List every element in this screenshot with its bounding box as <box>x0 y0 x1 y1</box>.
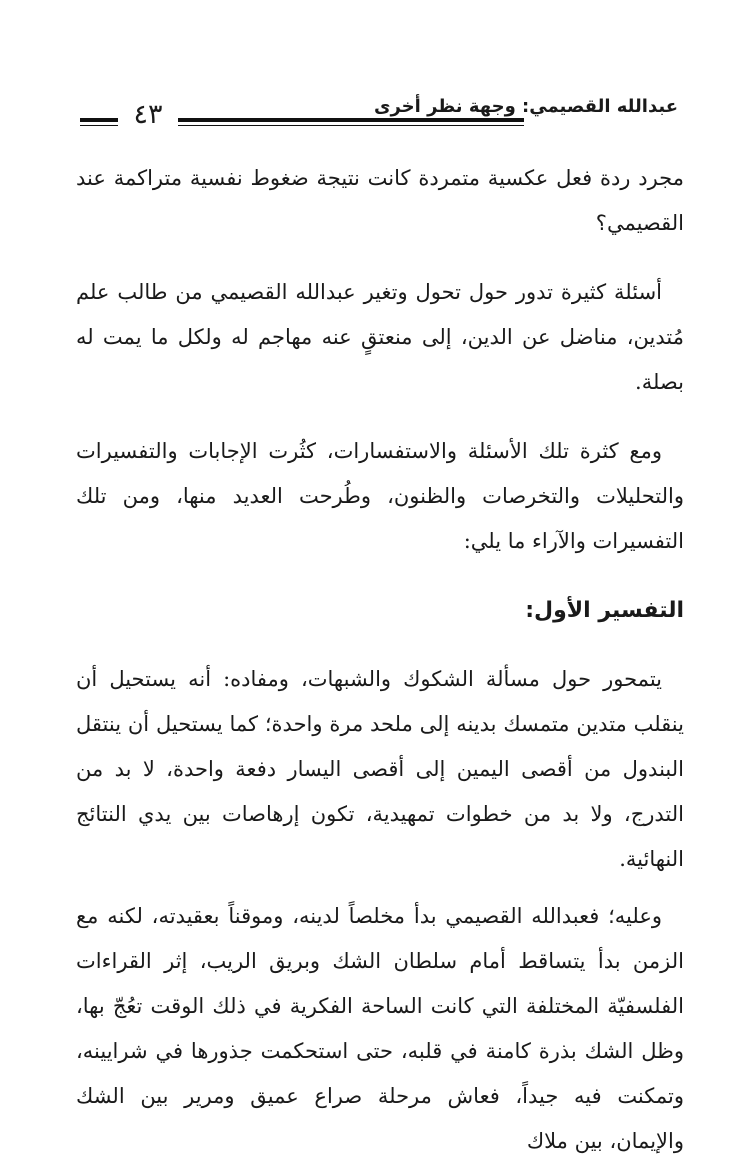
paragraph-continued: مجرد ردة فعل عكسية متمردة كانت نتيجة ضغوط نفسية متراكمة عند القصيمي؟ <box>76 166 684 235</box>
running-header <box>76 92 676 136</box>
paragraph: وعليه؛ فعبدالله القصيمي بدأ مخلصاً لدينه، وموقناً بعقيدته، لكنه مع الزمن بدأ يتساقط أمام سلطان الشك وبريق الريب، إثر القراءات الفلسفيّة المختلفة التي كانت الساحة الفكرية في ذلك الوقت تعُجّ بها، وظل الشك بذرة كامنة في قلبه، حتى استحكمت جذورها في شرايينه، وتمكنت فيه جيداً، فعاش مرحلة صراع عميق ومرير بين الشك والإيمان، بين ملاك <box>76 904 684 1153</box>
running-title: عبدالله القصيمي: وجهة نظر أخرى <box>373 96 678 117</box>
paragraph: يتمحور حول مسألة الشكوك والشبهات، ومفاده: أنه يستحيل أن ينقلب متدين متمسك بدينه إلى ملحد مرة واحدة؛ كما يستحيل أن ينتقل البندول من أقصى اليمين إلى أقصى اليسار دفعة واحدة، لا بد من التدرج، ولا بد من خطوات تمهيدية، تكون إرهاصات بين يدي النتائج النهائية. <box>76 667 684 871</box>
paragraph: أسئلة كثيرة تدور حول تحول وتغير عبدالله القصيمي من طالب علم مُتدين، مناضل عن الدين، إلى منعتقٍ عنه مهاجم له ولكل ما يمت له بصلة. <box>76 280 684 394</box>
header-rule-short <box>80 118 118 122</box>
section-heading: التفسير الأول: <box>525 598 684 623</box>
header-rule-short-thin <box>80 125 118 126</box>
header-rule-long-thin <box>178 125 524 126</box>
page-number: ٤٣ <box>133 99 163 130</box>
paragraph: ومع كثرة تلك الأسئلة والاستفسارات، كثُرت الإجابات والتفسيرات والتحليلات والتخرصات والظنون، وطُرحت العديد منها، ومن تلك التفسيرات والآراء ما يلي: <box>76 439 684 553</box>
page-body <box>76 156 684 1164</box>
